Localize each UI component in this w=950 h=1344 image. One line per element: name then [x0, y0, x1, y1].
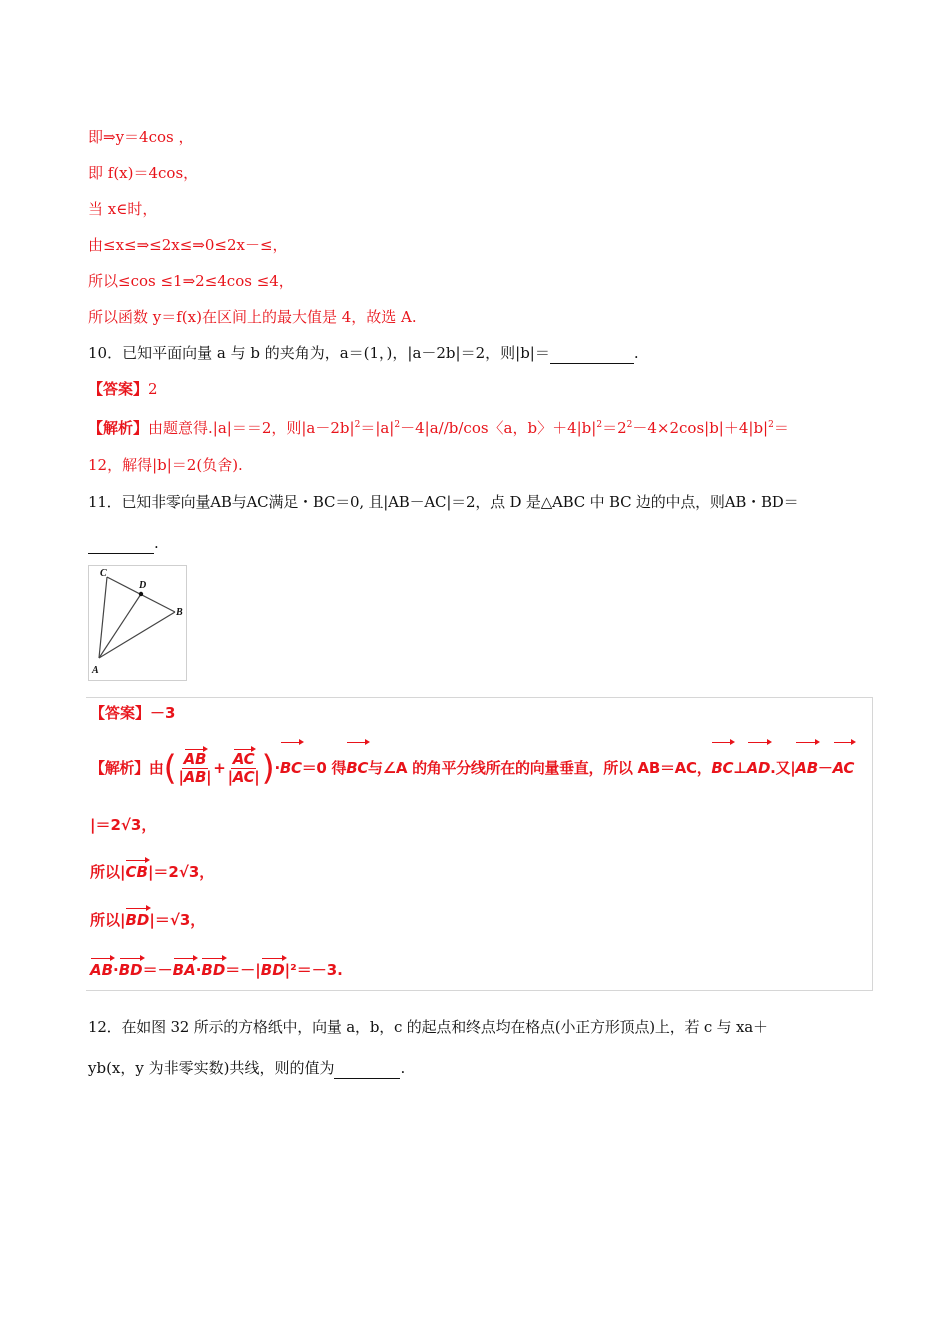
- solution-line-3: 当 x∈时，: [88, 200, 158, 218]
- stem-end: .: [400, 1059, 406, 1077]
- vector-AD: AD: [747, 744, 770, 792]
- analysis-10-line-1: [88, 415, 789, 438]
- fraction-AC: [228, 751, 260, 786]
- analysis-text: ＝－: [142, 961, 173, 979]
- edge-AD: [99, 594, 141, 658]
- solution-line-4: 由≤x≤⇒≤2x≤⇒0≤2x－≤，: [88, 236, 288, 254]
- vector-BD: BD: [118, 961, 143, 979]
- vector-AC: AC: [833, 744, 855, 792]
- answer-tag: 【答案】: [88, 380, 149, 398]
- analysis-text: 所以|: [90, 863, 126, 881]
- analysis-text: 由: [148, 759, 164, 777]
- answer-value: 2: [148, 380, 158, 398]
- label-B: B: [176, 607, 183, 618]
- superscript: 2: [596, 420, 603, 430]
- analysis-text: ＝|a|: [360, 419, 395, 437]
- solution-line-2: 即 f(x)＝4cos，: [88, 164, 199, 182]
- abs-AC: |AC|: [227, 768, 260, 786]
- analysis-text: .又|: [770, 759, 796, 777]
- analysis-text: ＝－|: [225, 961, 261, 979]
- analysis-text: ＝2: [602, 419, 627, 437]
- answer-blank: [334, 1058, 400, 1079]
- perp-sign: ⊥: [733, 759, 747, 777]
- minus-sign: －: [817, 759, 833, 777]
- analysis-11-line-4: [90, 910, 205, 930]
- vector-BC: BC: [711, 744, 733, 792]
- label-D: D: [139, 580, 147, 591]
- superscript: 2: [394, 420, 401, 430]
- solution-line-5: 所以≤cos ≤1⇒2≤4cos ≤4，: [88, 272, 294, 290]
- stem-end: .: [633, 344, 639, 362]
- label-A: A: [92, 665, 99, 676]
- right-paren: ): [261, 748, 275, 789]
- question-10-stem: 10．已知平面向量 a 与 b 的夹角为，a＝(1，)，|a－2b|＝2，则|b|＝: [88, 344, 550, 362]
- analysis-text: ＝: [773, 419, 789, 437]
- question-12-line-1: 12．在如图 32 所示的方格纸中，向量 a，b，c 的起点和终点均在格点(小正方形顶点)上，若 c 与 xa＋: [88, 1018, 768, 1036]
- analysis-text: 与∠A 的角平分线所在的向量垂直，所以 AB＝AC，: [368, 759, 712, 777]
- question-12-line-2: [88, 1058, 405, 1079]
- analysis-text: |＝2√3，: [147, 863, 215, 881]
- dot: ·: [195, 961, 202, 979]
- answer-blank: [550, 343, 634, 364]
- abs-AB: |AB|: [178, 768, 212, 786]
- answer-value: －3: [150, 704, 176, 722]
- analysis-text: |²＝－3.: [284, 961, 343, 979]
- vector-AB: AB: [90, 961, 114, 979]
- question-12-stem: yb(x，y 为非零实数)共线，则的值为: [88, 1059, 335, 1077]
- question-11-stem: 11．已知非零向量AB与AC满足・BC＝0, 且|AB－AC|＝2，点 D 是△ABC 中 BC 边的中点，则AB・BD＝: [88, 493, 799, 511]
- vector-BD: BD: [260, 961, 285, 979]
- vector-BC: BC: [280, 744, 302, 792]
- edge-AC: [99, 577, 107, 658]
- analysis-11-line-3: [90, 862, 214, 882]
- analysis-text: 所以|: [90, 911, 126, 929]
- question-11: [88, 492, 798, 512]
- analysis-10-line-2: 12，解得|b|＝2(负舍).: [88, 456, 243, 474]
- answer-11: [90, 703, 175, 723]
- vector-AB: AB: [795, 744, 817, 792]
- analysis-11-line-2: |＝2√3，: [90, 816, 157, 834]
- answer-10: [88, 379, 158, 399]
- vector-BD: BD: [201, 961, 226, 979]
- stem-end: .: [154, 534, 159, 552]
- triangle-figure: [88, 565, 187, 681]
- analysis-text: |＝√3，: [149, 911, 206, 929]
- dot: ·: [113, 961, 119, 979]
- vector-BA: BA: [172, 961, 196, 979]
- superscript: 2: [768, 420, 774, 430]
- triangle-diagram: [89, 566, 186, 680]
- vector-CB: CB: [125, 863, 148, 881]
- analysis-tag: 【解析】: [90, 759, 149, 777]
- question-10: [88, 343, 639, 364]
- solution-line-1: 即⇒y＝4cos ，: [88, 128, 194, 146]
- edge-AB: [99, 612, 175, 658]
- analysis-text: －4|a//b/cos〈a，b〉＋4|b|: [400, 419, 597, 437]
- dot: ·: [274, 759, 280, 777]
- vector-BC: BC: [346, 744, 368, 792]
- solution-line-6: 所以函数 y＝f(x)在区间上的最大值是 4，故选 A.: [88, 308, 417, 326]
- left-paren: (: [163, 748, 177, 789]
- answer-tag: 【答案】: [90, 704, 151, 722]
- answer-blank: [88, 533, 154, 554]
- vector-BD: BD: [125, 911, 150, 929]
- superscript: 2: [626, 420, 633, 430]
- analysis-11-line-5: [90, 960, 343, 980]
- superscript: 2: [354, 420, 361, 430]
- analysis-tag: 【解析】: [88, 419, 149, 437]
- analysis-text: ＝0 得: [301, 759, 347, 777]
- question-11-blank-line: [88, 533, 159, 554]
- analysis-text: －4×2cos|b|＋4|b|: [632, 419, 769, 437]
- fraction-AB: [178, 751, 211, 786]
- label-C: C: [100, 568, 107, 579]
- point-D: [139, 592, 143, 596]
- vector-AC: AC: [232, 750, 255, 768]
- analysis-text: 由题意得.|a|＝＝2，则|a－2b|: [148, 419, 355, 437]
- analysis-11-line-1: [90, 744, 854, 792]
- vector-AB: AB: [183, 750, 207, 768]
- plus-sign: +: [213, 759, 226, 777]
